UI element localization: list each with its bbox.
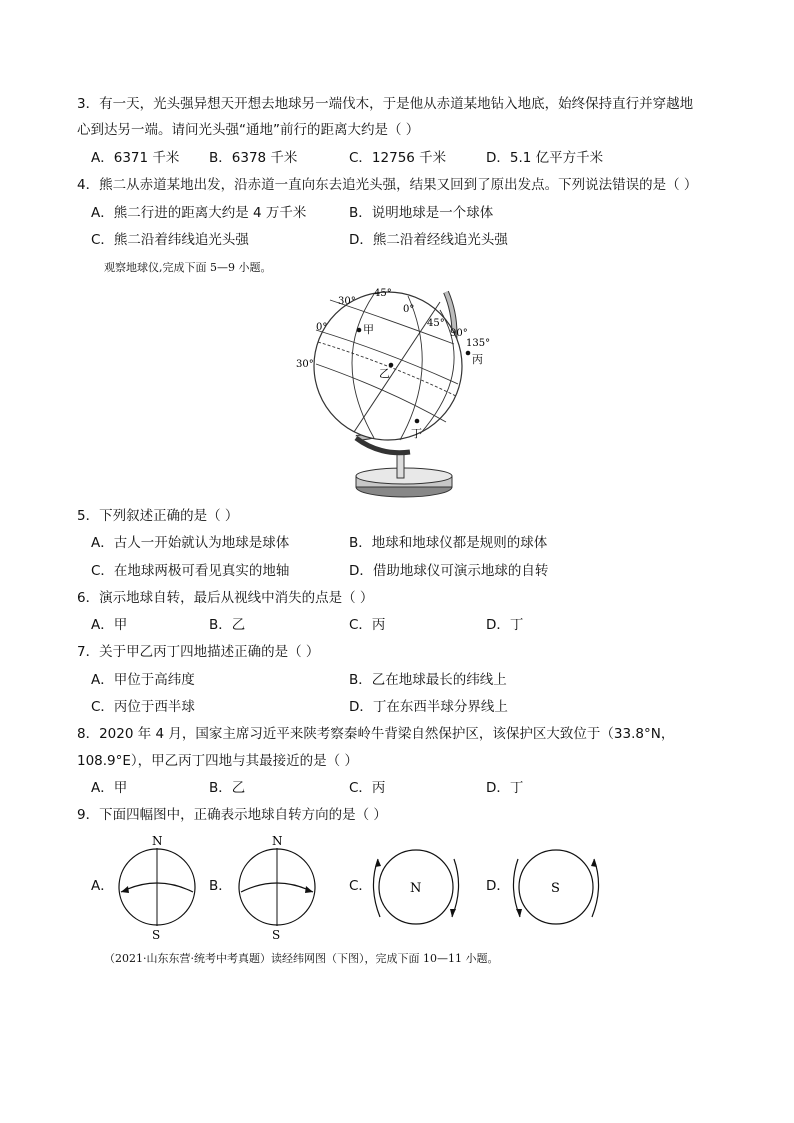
q8-option-a: A．甲 [91, 780, 128, 796]
q3-option-c: C．12756 千米 [349, 150, 447, 166]
q9-diagram-c [366, 845, 466, 931]
q4-option-c: C．熊二沿着纬线追光头强 [91, 232, 249, 248]
q7-option-c: C．丙位于西半球 [91, 699, 195, 715]
q4-option-b: B．说明地球是一个球体 [349, 205, 494, 221]
label-lon45-top: 45° [374, 288, 392, 299]
point-jia [357, 328, 362, 333]
q5-option-a: A．古人一开始就认为地球是球体 [91, 535, 290, 551]
q5-option-d: D．借助地球仪可演示地球的自转 [349, 563, 549, 579]
label-jia: 甲 [363, 323, 374, 336]
q4-option-a: A．熊二行进的距离大约是 4 万千米 [91, 205, 307, 221]
diagram-a-s-label: S [152, 928, 161, 942]
q10-intro: （2021·山东东营·统考中考真题）读经纬网图（下图），完成下面 10—11 小题。 [104, 952, 499, 965]
q5-option-b: B．地球和地球仪都是规则的球体 [349, 535, 548, 551]
label-lon0: 0° [403, 304, 415, 315]
q6-option-c: C．丙 [349, 617, 386, 633]
point-ding [415, 419, 420, 424]
q3-option-b: B．6378 千米 [209, 150, 298, 166]
label-lat30-bottom: 30° [296, 359, 314, 370]
label-lat30-top: 30° [338, 296, 356, 307]
diagram-b-s-label: S [272, 928, 281, 942]
q3-option-a: A．6371 千米 [91, 150, 180, 166]
q6-option-a: A．甲 [91, 617, 128, 633]
q8-option-d: D．丁 [486, 780, 524, 796]
q7-option-a: A．甲位于高纬度 [91, 672, 195, 688]
q9-diagram-a [112, 832, 202, 944]
diagram-b-n-label: N [272, 834, 283, 848]
q5-option-c: C．在地球两极可看见真实的地轴 [91, 563, 290, 579]
q7-option-d: D．丁在东西半球分界线上 [349, 699, 508, 715]
q9-option-c: C． [349, 878, 372, 894]
q8-stem-line1: 8．2020 年 4 月，国家主席习近平来陕考察秦岭牛背梁自然保护区，该保护区大致位于（33.8°N， [77, 726, 675, 742]
q7-stem: 7．关于甲乙丙丁四地描述正确的是（ ） [77, 644, 320, 660]
q4-stem: 4．熊二从赤道某地出发，沿赤道一直向东去追光头强，结果又回到了原出发点。下列说法错误的是（ ） [77, 177, 698, 193]
diagram-c-n-label: N [410, 881, 422, 896]
label-yi: 乙 [379, 367, 390, 380]
diagram-d-s-label: S [551, 881, 560, 896]
q9-diagram-b [232, 832, 322, 944]
q6-option-b: B．乙 [209, 617, 246, 633]
q9-option-d: D． [486, 878, 510, 894]
label-lon135: 135° [466, 338, 491, 349]
label-bing: 丙 [472, 353, 483, 366]
label-lon90: 90° [450, 328, 468, 339]
q5-stem: 5．下列叙述正确的是（ ） [77, 508, 239, 524]
globe-figure [290, 280, 530, 502]
q6-stem: 6．演示地球自转，最后从视线中消失的点是（ ） [77, 590, 374, 606]
globe-intro: 观察地球仪,完成下面 5—9 小题。 [104, 261, 272, 274]
q9-stem: 9．下面四幅图中，正确表示地球自转方向的是（ ） [77, 807, 387, 823]
q8-stem-line2: 108.9°E），甲乙丙丁四地与其最接近的是（ ） [77, 753, 358, 769]
label-lat0: 0° [316, 322, 328, 333]
label-lon45: 45° [427, 318, 445, 329]
q8-option-b: B．乙 [209, 780, 246, 796]
label-ding: 丁 [411, 427, 422, 440]
q8-option-c: C．丙 [349, 780, 386, 796]
q4-option-d: D．熊二沿着经线追光头强 [349, 232, 508, 248]
q3-option-d: D．5.1 亿平方千米 [486, 150, 604, 166]
q3-stem-line2: 心到达另一端。请问光头强“通地”前行的距离大约是（ ） [77, 122, 420, 138]
q3-stem-line1: 3．有一天，光头强异想天开想去地球另一端伐木，于是他从赤道某地钻入地底，始终保持直行并穿越地 [77, 96, 694, 112]
q7-option-b: B．乙在地球最长的纬线上 [349, 672, 507, 688]
q6-option-d: D．丁 [486, 617, 524, 633]
point-bing [466, 351, 471, 356]
q9-option-b: B． [209, 878, 232, 894]
q9-diagram-d [506, 845, 606, 931]
q9-option-a: A． [91, 878, 114, 894]
diagram-a-n-label: N [152, 834, 163, 848]
